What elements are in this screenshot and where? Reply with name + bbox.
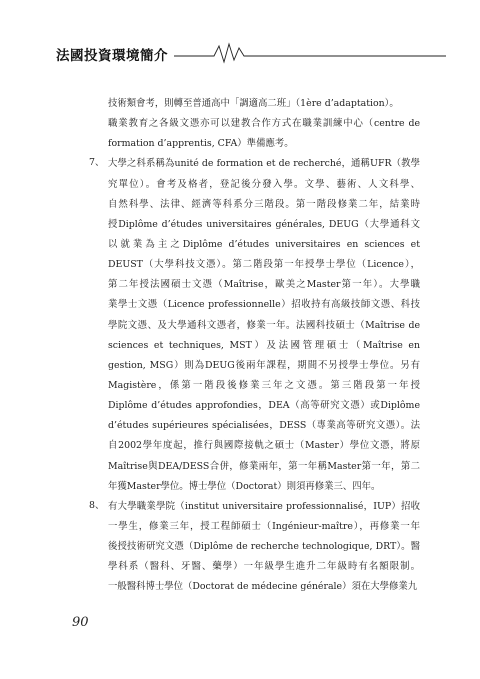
text-line: 有大學職業學院（institut universitaire professionnalisé，IUP）招收 — [108, 500, 420, 512]
text-line: 大學之科系稱為unité de formation et de recherché，通稱UFR（教學 — [108, 158, 420, 170]
text-line: gestion, MSG）則為DEUG後兩年課程，期間不另授學士學位。另有 — [108, 359, 420, 371]
text-line: DEUST（大學科技文憑）。第二階段第一年授學士學位（Licence）， — [108, 259, 420, 271]
continuation-paragraph — [108, 94, 420, 154]
text-line: d’études supérieures spécialisées，DESS（專業高等研究文憑）。法 — [108, 420, 420, 432]
page-number: 90 — [72, 615, 89, 630]
text-line: 自然科學、法律、經濟等科系分三階段。第一階段修業二年，結業時 — [108, 198, 420, 210]
text-line: 自2002學年度起，推行與國際接軌之碩士（Master）學位文憑，將原 — [108, 440, 420, 452]
text-line: Diplôme d’études approfondies，DEA（高等研究文憑）或Diplôme — [108, 400, 420, 412]
text-line: sciences et techniques, MST）及法國管理碩士（Maîtrise en — [108, 339, 420, 351]
text-line: 年獲Master學位。博士學位（Doctorat）則須再修業三、四年。 — [108, 480, 381, 492]
text-line: 究單位）。會考及格者，登記後分發入學。文學、藝術、人文科學、 — [108, 178, 420, 190]
text-line: 職業教育之各級文憑亦可以建教合作方式在職業訓練中心（centre de — [108, 118, 420, 130]
text-line: 學院文憑、及大學通科文憑者，修業一年。法國科技碩士（Maîtrise de — [108, 319, 420, 331]
document-body — [89, 94, 420, 598]
header-title: 法國投資環境簡介 — [56, 48, 168, 64]
text-line: Maîtrise與DEA/DESS合併，修業兩年，第一年稱Master第一年，第二 — [108, 460, 420, 472]
text-line: Magistère，係第一階段後修業三年之文憑。第三階段第一年授 — [108, 379, 420, 391]
text-line: 以就業為主之Diplôme d’études universitaires en sciences et — [108, 238, 420, 250]
text-line: 授Diplôme d’études universitaires générales, DEUG（大學通科文 — [108, 218, 420, 230]
text-line: 學科系（醫科、牙醫、藥學）一年級學生進升二年級時有名額限制。 — [108, 561, 420, 573]
list-item-8 — [89, 497, 420, 598]
text-line: 後授技術研究文憑（Diplôme de recherche technologique, DRT）。醫 — [108, 541, 420, 553]
text-line: formation d’apprentis, CFA）準備應考。 — [108, 138, 294, 150]
item-number: 7、 — [89, 157, 105, 169]
running-header — [56, 40, 446, 64]
text-line: 一學生，修業三年，授工程師碩士（Ingénieur-maître），再修業一年 — [108, 520, 420, 532]
text-line: 一般醫科博士學位（Doctorat de médecine générale）須在大學修業九 — [108, 581, 418, 593]
text-line: 第二年授法國碩士文憑（Maîtrise，歐美之Master第一年）。大學職 — [108, 279, 420, 291]
text-line: 業學士文憑（Licence professionnelle）招收持有高級技師文憑、科技 — [108, 299, 420, 311]
text-line: 技術類會考，則轉至普通高中「調適高二班」（1ère d’adaptation）。 — [108, 98, 399, 109]
item-number: 8、 — [89, 499, 105, 511]
list-item-7 — [89, 154, 420, 496]
